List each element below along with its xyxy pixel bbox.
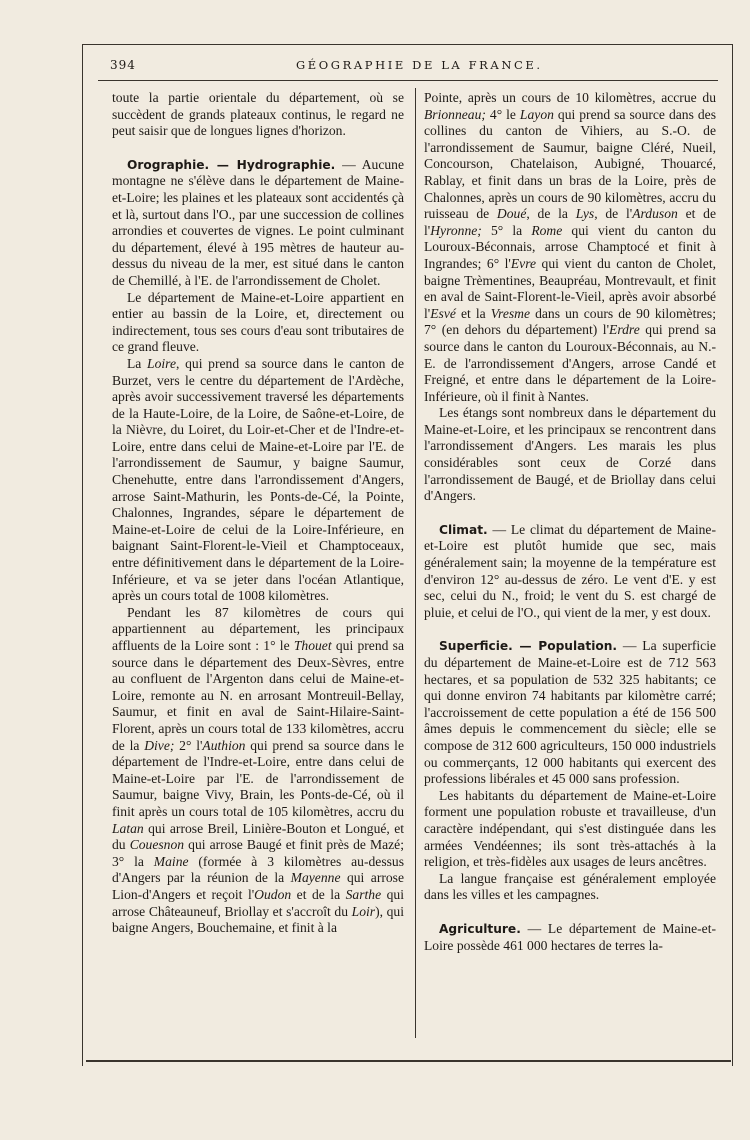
section-title: Climat. (439, 522, 488, 537)
frame-right-rule (732, 44, 733, 1066)
paragraph: toute la partie orientale du département, où se succèdent de grands plateaux continus, le regard ne peut saisir que de longues lignes d'horizon. (112, 90, 404, 139)
paragraph-superficie: Superficie. — Population. — La superficie du département de Maine-et-Loire est de 712 563 hectares, et sa population de 532 325 habitants; ce qui donne environ 74 habitants par kilomètre carré; l'accroissement de cette population a été de 156 500 âmes depuis le commencement du siècle; elle se compose de 312 600 agriculteurs, 150 000 industriels ou commerçants, 12 000 habitants qui exercent des professions libérales et 45 000 sans profession. (424, 638, 716, 787)
paragraph-climat: Climat. — Le climat du département de Maine-et-Loire est plutôt humide que sec, mais généralement sain; la moyenne de la température est d'environ 12° au-dessus de zéro. Le vent d'E. y est sec, celui du N., froid; le vent du S. est chargé de pluie, et celui de l'O., qui vient de la mer, y est doux. (424, 521, 716, 620)
running-title: GÉOGRAPHIE DE LA FRANCE. (296, 58, 543, 72)
right-column (424, 90, 716, 954)
paragraph-orographie: Orographie. — Hydrographie. — Aucune montagne ne s'élève dans le département de Maine-et-Loire; les plaines et les plateaux sont accidentés çà et là, surtout dans l'O., par une succession de collines arrondies et couvertes de vignes. Le point culminant du département, élevé à 195 mètres de hauteur au-dessus du niveau de la mer, est situé dans le canton de Chemillé, à l'E. de l'arrondissement de Cholet. (112, 156, 404, 288)
paragraph-agriculture: Agriculture. — Le département de Maine-et-Loire possède 461 000 hectares de terres la- (424, 920, 716, 953)
paragraph: Le département de Maine-et-Loire appartient en entier au bassin de la Loire, et, directement ou indirectement, tous ses cours d'eau sont tributaires de ce grand fleuve. (112, 289, 404, 355)
frame-left-rule (82, 44, 83, 1066)
footer-rule (86, 1060, 731, 1062)
page-number: 394 (110, 58, 136, 72)
paragraph-habitants: Les habitants du département de Maine-et-Loire forment une population robuste et travailleuse, d'un caractère indépendant, qui s'est distinguée dans les armées Vendéennes; ils sont très-attachés à la religion, et très-fidèles aux usages de leurs ancêtres. (424, 787, 716, 870)
frame-top-rule (82, 44, 732, 45)
column-divider (415, 88, 416, 1038)
paragraph: Pointe, après un cours de 10 kilomètres, accrue du Brionneau; 4° le Layon qui prend sa source dans des collines du canton de Vihiers, au S.-O. de l'arrondissement de Saumur, baigne Cléré, Nueil, Concourson, Chatelaison, Aubigné, Thouarcé, Rablay, et finit dans un bras de la Loire, près de Chalonnes, après un cours de 90 kilomètres, accru du ruisseau de Doué, de la Lys, de l'Arduson et de l'Hyronne; 5° la Rome qui vient du canton du Louroux-Béconnais, arrose Champtocé et finit à Ingrandes; 6° l'Evre qui vient du canton de Cholet, baigne Trèmentines, Beaupréau, Montrevault, et finit en aval de Saint-Florent-le-Vieil, après avoir absorbé l'Esvé et la Vresme dans un cours de 90 kilomètres; 7° (en dehors du département) l'Erdre qui prend sa source dans le canton du Louroux-Béconnais, au N.-E. de l'arrondissement d'Angers, arrose Candé et Freigné, et entre dans le département de la Loire-Inférieure, où il finit à Nantes. (424, 90, 716, 404)
paragraph-loire: La Loire, qui prend sa source dans le canton de Burzet, vers le centre du département de l'Ardèche, après avoir successivement traversé les départements de la Haute-Loire, de la Loire, de Saône-et-Loire, de la Nièvre, du Loiret, du Loir-et-Cher et de l'Indre-et-Loire, entre dans celui de Maine-et-Loire par l'E. de l'arrondissement de Saumur, y baigne Saumur, Chenehutte, entre dans l'arrondissement d'Angers, arrose Saint-Mathurin, les Ponts-de-Cé, la Pointe, Chalonnes, Ingrandes, sépare le département de Maine-et-Loire de celui de la Loire-Inférieure, en baignant Saint-Florent-le-Vieil et Champtoceaux, entre définitivement dans le département de la Loire-Inférieure, et va se jeter dans l'océan Atlantique, après un cours total de 1008 kilomètres. (112, 355, 404, 604)
section-title: Agriculture. (439, 921, 521, 936)
paragraph-affluents: Pendant les 87 kilomètres de cours qui appartiennent au département, les principaux affluents de la Loire sont : 1° le Thouet qui prend sa source dans le département des Deux-Sèvres, entre au confluent de l'Argenton dans celui de Maine-et-Loire, remonte au N. en arrosant Montreuil-Bellay, Saumur, et finit en aval de Saint-Hilaire-Saint-Florent, après un cours total de 133 kilomètres, accru de la Dive; 2° l'Authion qui prend sa source dans le département de l'Indre-et-Loire, entre dans celui de Maine-et-Loire par l'E. de l'arrondissement de Saumur, baigne Vivy, Brain, les Ponts-de-Cé, où il finit après un cours total de 105 kilomètres, accru du Latan qui arrose Breil, Linière-Bouton et Longué, et du Couesnon qui arrose Baugé et finit près de Mazé; 3° la Maine (formée à 3 kilomètres au-dessus d'Angers par la réunion de la Mayenne qui arrose Lion-d'Angers et reçoit l'Oudon et de la Sarthe qui arrose Châteauneuf, Briollay et s'accroît du Loir), qui baigne Angers, Bouchemaine, et finit à la (112, 604, 404, 936)
left-column (112, 90, 404, 937)
paragraph-etangs: Les étangs sont nombreux dans le département du Maine-et-Loire, et les principaux se rencontrent dans l'arrondissement d'Angers. Les marais les plus considérables sont ceux de Corzé dans l'arrondissement de Baugé, et de Briollay dans celui d'Angers. (424, 405, 716, 504)
section-title: Orographie. — Hydrographie. (127, 157, 336, 172)
section-title: Superficie. — Population. (439, 639, 618, 654)
paragraph-langue: La langue française est généralement employée dans les villes et les campagnes. (424, 870, 716, 903)
header-rule (98, 80, 718, 81)
